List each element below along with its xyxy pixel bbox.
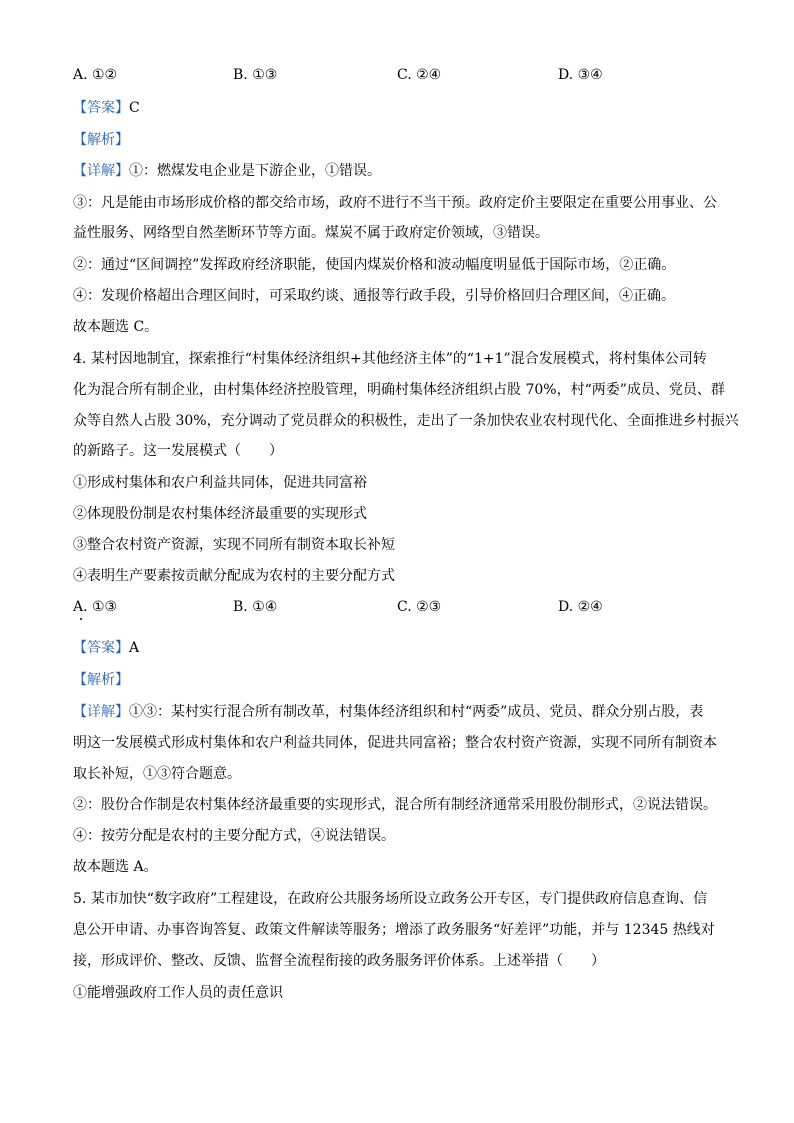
q3-option-c: C. ②④: [397, 67, 442, 83]
q4-analysis-label: 【解析】: [73, 672, 129, 688]
q4-stem-line: 的新路子。这一发展模式（ ）: [73, 443, 283, 459]
q4-option-a: A. ①③: [73, 599, 118, 615]
q4-stem-line: 众等自然人占股 30%，充分调动了党员群众的积极性，走出了一条加快农业农村现代化、全面推进乡村振兴: [73, 413, 739, 429]
q4-statement: ①形成村集体和农户利益共同体，促进共同富裕: [73, 475, 367, 491]
q3-answer-label: 【答案】: [73, 100, 129, 116]
q3-detail-text: ①：燃煤发电企业是下游企业，①错误。: [129, 163, 381, 179]
q3-detail-first: [73, 161, 381, 181]
q4-statement: ②体现股份制是农村集体经济最重要的实现形式: [73, 506, 367, 522]
q4-detail-line: 取长补短，①③符合题意。: [73, 766, 241, 782]
q3-detail-line: 益性服务、网络型自然垄断环节等方面。煤炭不属于政府定价领域，③错误。: [73, 225, 549, 241]
q4-answer-value: A: [129, 640, 140, 656]
q4-stem-line: 4. 某村因地制宜，探索推行“村集体经济组织+其他经济主体”的“1+1”混合发展模式，将村集体公司转: [73, 351, 707, 367]
q5-statement: ①能增强政府工作人员的责任意识: [73, 985, 283, 1001]
stray-dot: [80, 618, 82, 620]
q4-statement: ④表明生产要素按贡献分配成为农村的主要分配方式: [73, 568, 395, 584]
q4-answer: [73, 638, 139, 658]
q3-option-d: D. ③④: [558, 67, 603, 83]
q4-option-c: C. ②③: [397, 599, 442, 615]
q5-stem-line: 接，形成评价、整改、反馈、监督全流程衔接的政务服务评价体系。上述举措（ ）: [73, 953, 605, 969]
q4-option-b: B. ①④: [233, 599, 278, 615]
q4-conclusion: 故本题选 A。: [73, 859, 158, 875]
q3-detail-line: ③：凡是能由市场形成价格的都交给市场，政府不进行不当干预。政府定价主要限定在重要公用事业、公: [73, 195, 717, 211]
q4-stem-line: 化为混合所有制企业，由村集体经济控股管理，明确村集体经济组织占股 70%，村“两委”成员、党员、群: [73, 382, 725, 398]
q3-option-b: B. ①③: [233, 67, 278, 83]
q4-detail-line: ④：按劳分配是农村的主要分配方式，④说法错误。: [73, 828, 395, 844]
q3-detail-line: ②：通过“区间调控”发挥政府经济职能，使国内煤炭价格和波动幅度明显低于国际市场，②正确。: [73, 257, 676, 273]
q3-detail-line: ④：发现价格超出合理区间时，可采取约谈、通报等行政手段，引导价格回归合理区间，④正确。: [73, 288, 675, 304]
q4-option-d: D. ②④: [558, 599, 603, 615]
q3-option-a: A. ①②: [73, 67, 118, 83]
q5-stem-line: 5. 某市加快“数字政府”工程建设，在政府公共服务场所设立政务公开专区，专门提供政府信息查询、信: [73, 891, 708, 907]
q3-analysis-label: 【解析】: [73, 132, 129, 148]
q3-conclusion: 故本题选 C。: [73, 319, 159, 335]
q4-detail-text: ①③：某村实行混合所有制改革，村集体经济组织和村“两委”成员、党员、群众分别占股，表: [129, 704, 704, 720]
q4-detail-label: 【详解】: [73, 704, 129, 720]
q3-answer-value: C: [129, 100, 140, 116]
q4-answer-label: 【答案】: [73, 640, 129, 656]
q3-answer: [73, 98, 140, 118]
q3-detail-label: 【详解】: [73, 163, 129, 179]
q4-statement: ③整合农村资产资源，实现不同所有制资本取长补短: [73, 537, 395, 553]
q4-detail-line: ②：股份合作制是农村集体经济最重要的实现形式，混合所有制经济通常采用股份制形式，②说法错误。: [73, 797, 717, 813]
q5-stem-line: 息公开申请、办事咨询答复、政策文件解读等服务；增添了政务服务“好差评”功能，并与 12345 热线对: [73, 922, 715, 938]
q4-detail-first: [73, 702, 703, 722]
q4-detail-line: 明这一发展模式形成村集体和农户利益共同体，促进共同富裕；整合农村资产资源，实现不同所有制资本: [73, 735, 717, 751]
